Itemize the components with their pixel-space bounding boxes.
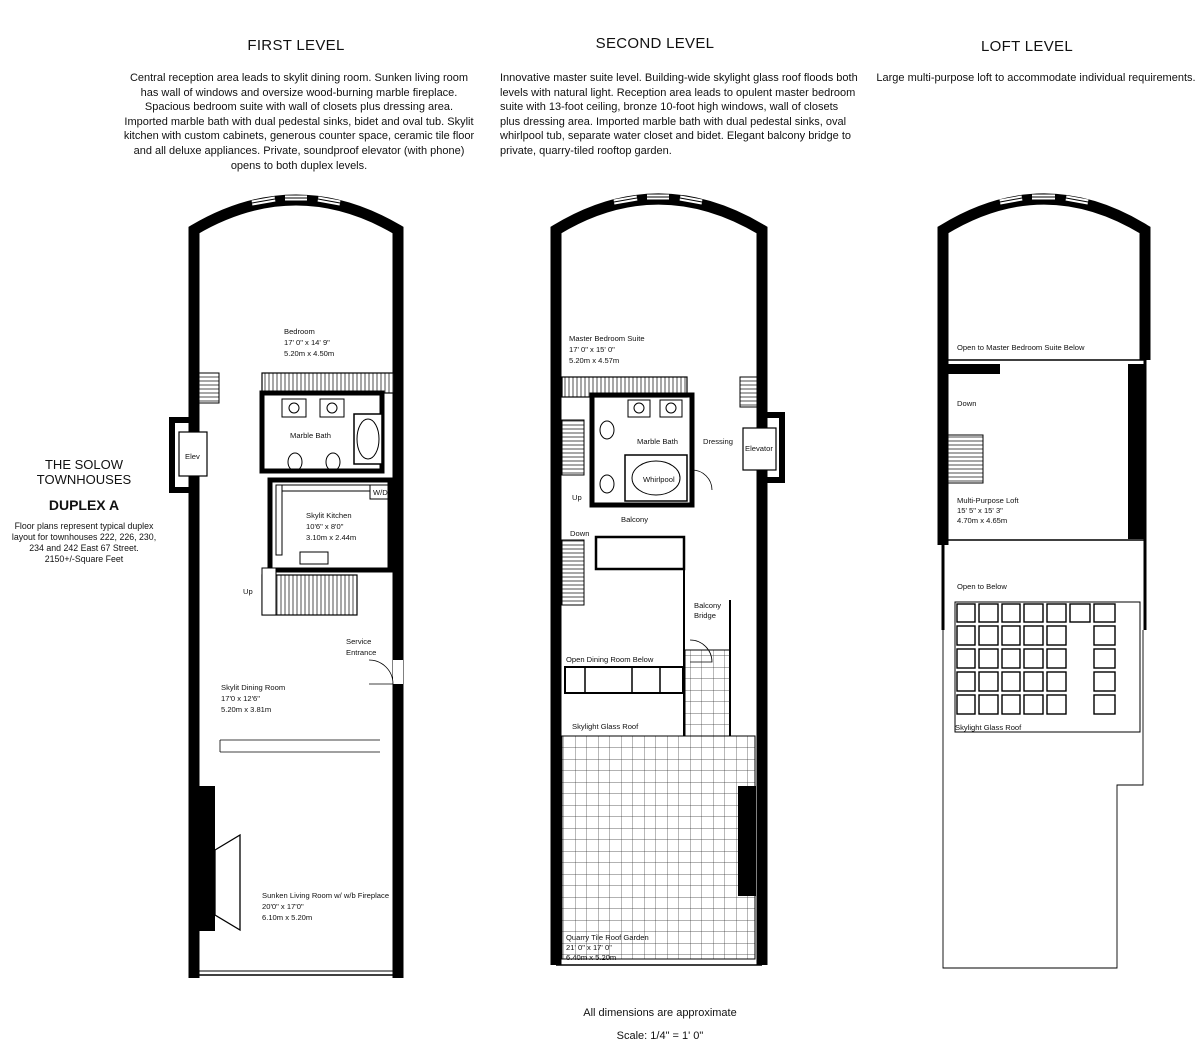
tub [354, 414, 382, 464]
loft-dim-ft: 15' 5" x 15' 3" [957, 506, 1003, 515]
second-level-description: Innovative master suite level. Building-wide skylight glass roof floods both levels with natural light. Reception area leads to opulent master bedroom suite with 13-foot ceiling, bronze 10-foot high windows, wall of closets plus dressing area. Imported marble bath with dual pedestal sinks, oval whirlpool tub, separate water closet and bidet. Elegant balcony bridge to private, quarry-tiled rooftop garden. [500, 72, 858, 157]
first-level-plan [172, 198, 403, 978]
service-door-opening [393, 660, 403, 684]
bidet [326, 453, 340, 471]
title-note-line: layout for townhouses 222, 226, 230, [11, 532, 157, 542]
loft-level-plan [943, 197, 1145, 968]
garden-dim-ft: 21' 0" x 17' 0" [566, 943, 612, 952]
service-label: Service [346, 637, 372, 646]
stair [562, 540, 584, 605]
skylight-pane [1047, 672, 1066, 691]
skylight-pane [979, 626, 998, 645]
first-level-heading: FIRST LEVEL [247, 37, 345, 54]
skylight-frame [565, 667, 683, 693]
wall-pier [738, 786, 756, 896]
balcony-rail [596, 537, 684, 569]
stair-niche [740, 377, 757, 407]
sink [282, 399, 306, 417]
project-name: THE SOLOW TOWNHOUSES [36, 457, 132, 487]
approx-note: All dimensions are approximate [583, 1007, 737, 1019]
open-master-label: Open to Master Bedroom Suite Below [957, 343, 1085, 352]
skylight-pane [1002, 604, 1020, 622]
skylight-pane [957, 604, 975, 622]
toilet [288, 453, 302, 471]
skylight-pane [1047, 649, 1066, 668]
bidet [600, 475, 614, 493]
garden-label: Quarry Tile Roof Garden [566, 933, 649, 942]
elev-label: Elev [185, 452, 200, 461]
dressing-label: Dressing [703, 437, 733, 446]
first-level-description: Central reception area leads to skylit dining room. Sunken living room has wall of windows and oversize wood-burning marble fireplace. Spacious bedroom suite with wall of closets plus dressing area. Imported marble bath with dual pedestal sinks, bidet and oval tub. Skylit kitchen with custom cabinets, generous counter space, ceramic tile floor and all deluxe appliances. Private, soundproof elevator (with phone) opens to both duplex levels. [123, 72, 475, 172]
scale-note: Scale: 1/4" = 1' 0" [616, 1030, 704, 1042]
toilet [600, 421, 614, 439]
skylight-pane [979, 672, 998, 691]
skylight-pane [1024, 604, 1043, 622]
wd-label: W/D [373, 488, 388, 497]
stair-niche [199, 373, 219, 403]
skylight-pane [957, 672, 975, 691]
up-label: Up [243, 587, 253, 596]
loft-level-heading: LOFT LEVEL [981, 38, 1073, 55]
down-label: Down [570, 529, 590, 538]
skylight-pane [1094, 626, 1115, 645]
skylight-pane [1094, 649, 1115, 668]
kitchen-label: Skylit Kitchen [306, 511, 352, 520]
open-dining-label: Open Dining Room Below [566, 655, 654, 664]
roof-garden-tiles [562, 736, 755, 959]
skylight-pane [957, 695, 975, 714]
bedroom-dim-ft: 17' 0" x 14' 9" [284, 338, 330, 347]
skylight-pane [1024, 649, 1043, 668]
bedroom-dim-m: 5.20m x 4.50m [284, 349, 335, 358]
door-swing [692, 470, 712, 490]
roof-garden-tiles [685, 650, 730, 736]
skylight-pane [1002, 672, 1020, 691]
open-below-label: Open to Below [957, 582, 1007, 591]
skylight-pane [1024, 626, 1043, 645]
kitchen-dim-m: 3.10m x 2.44m [306, 533, 357, 542]
title-note-line: 234 and 242 East 67 Street. [29, 543, 139, 553]
bridge-label-1: Balcony [694, 601, 722, 610]
dining-label: Skylit Dining Room [221, 683, 286, 692]
skylight-pane [1047, 695, 1066, 714]
skylight-label: Skylight Glass Roof [955, 723, 1022, 732]
marble-bath-label: Marble Bath [637, 437, 678, 446]
skylight-pane [1047, 626, 1066, 645]
sink-counter [300, 552, 328, 564]
master-dim-ft: 17' 0" x 15' 0" [569, 345, 615, 354]
loft-dim-m: 4.70m x 4.65m [957, 516, 1008, 525]
master-dim-m: 5.20m x 4.57m [569, 356, 620, 365]
second-level-heading: SECOND LEVEL [595, 35, 715, 52]
door-swing [369, 660, 393, 684]
skylight-grid [955, 602, 1140, 732]
title-note-line: 2150+/-Square Feet [44, 554, 124, 564]
skylight-pane [1002, 649, 1020, 668]
skylight-pane [1070, 604, 1090, 622]
entrance-label: Entrance [346, 648, 377, 657]
skylight-pane [957, 626, 975, 645]
skylight-pane [979, 604, 998, 622]
skylight-pane [1002, 626, 1020, 645]
balcony-label: Balcony [621, 515, 649, 524]
kitchen-dim-ft: 10'6" x 8'0" [306, 522, 344, 531]
skylight-pane [1094, 604, 1115, 622]
skylight-pane [1024, 695, 1043, 714]
fireplace-hearth [203, 850, 215, 915]
skylight-label: Skylight Glass Roof [572, 722, 639, 731]
living-dim-m: 6.10m x 5.20m [262, 913, 313, 922]
skylight-pane [1002, 695, 1020, 714]
down-label: Down [957, 399, 977, 408]
skylight-pane [979, 695, 998, 714]
living-label: Sunken Living Room w/ w/b Fireplace [262, 891, 390, 900]
skylight-pane [979, 649, 998, 668]
garden-dim-m: 6.40m x 5.20m [566, 953, 617, 962]
up-label: Up [572, 493, 582, 502]
loft-level-description: Large multi-purpose loft to accommodate individual requirements. [876, 72, 1196, 84]
master-label: Master Bedroom Suite [569, 334, 645, 343]
skylight-pane [1094, 672, 1115, 691]
closet-wall [262, 373, 397, 393]
wall-pier [1128, 364, 1145, 539]
sink [320, 399, 344, 417]
dining-dim-m: 5.20m x 3.81m [221, 705, 272, 714]
loft-label: Multi-Purpose Loft [957, 496, 1019, 505]
elevator-label: Elevator [745, 444, 773, 453]
skylight-pane [1047, 604, 1066, 622]
skylight-pane [1094, 695, 1115, 714]
stair [948, 435, 983, 483]
counter [282, 485, 372, 491]
whirlpool-label: Whirlpool [643, 475, 675, 484]
exterior-wall [943, 199, 1145, 360]
stair [562, 420, 584, 475]
bedroom-label: Bedroom [284, 327, 315, 336]
wall-pier [948, 364, 1000, 374]
living-dim-ft: 20'0" x 17'0" [262, 902, 304, 911]
dining-dim-ft: 17'0 x 12'6" [221, 694, 260, 703]
skylight-pane [1024, 672, 1043, 691]
marble-bath-label: Marble Bath [290, 431, 331, 440]
unit-name: DUPLEX A [48, 497, 120, 513]
second-level-plan [556, 197, 782, 965]
title-note-line: Floor plans represent typical duplex [14, 521, 154, 531]
fireplace [215, 835, 240, 930]
counter [276, 485, 282, 555]
stair-landing [262, 568, 276, 615]
skylight-pane [957, 649, 975, 668]
bridge-label-2: Bridge [694, 611, 716, 620]
